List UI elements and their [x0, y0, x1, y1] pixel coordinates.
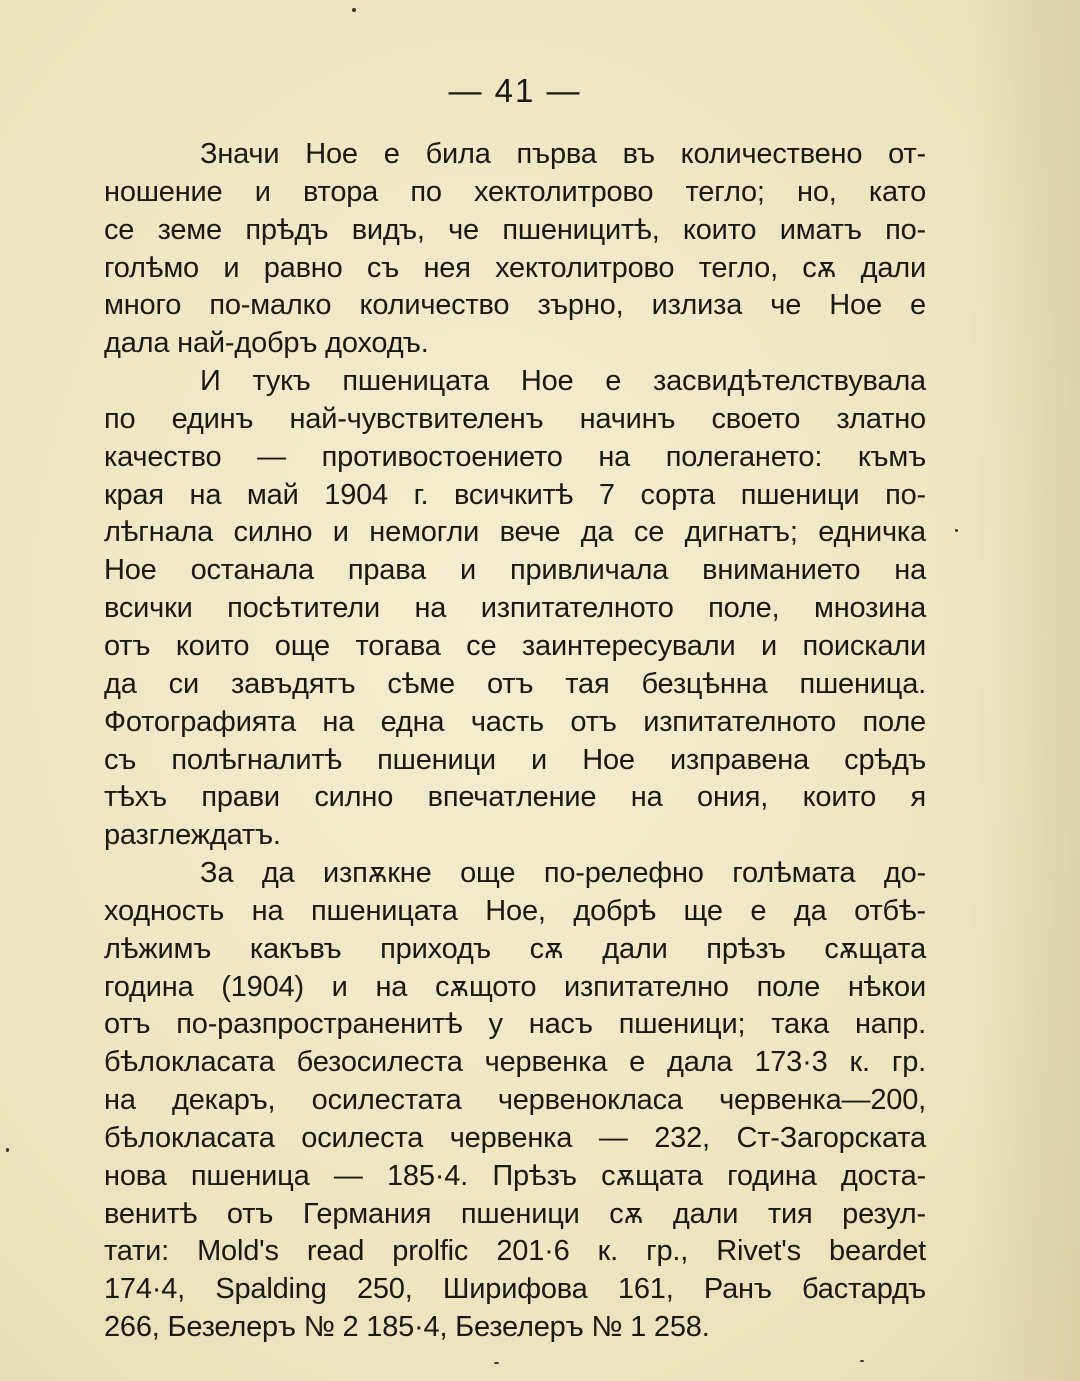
text-line: Фотографията на една часть отъ изпитателното поле: [104, 705, 926, 738]
text-line: качество — противостоението на полегането: къмъ: [104, 440, 926, 473]
text-line: 266, Безелеръ № 2 185·4, Безелеръ № 1 258.: [104, 1311, 710, 1344]
text-line: всички посѣтители на изпитателното поле, мнозина: [104, 592, 926, 625]
scan-speck: [352, 8, 356, 12]
scan-speck: [494, 1362, 499, 1364]
text-line: по единъ най-чувствителенъ начинъ своето златно: [104, 402, 926, 435]
text-line: много по-малко количество зърно, излиза че Ное е: [104, 289, 926, 322]
text-line: ношение и втора по хектолитрово тегло; но, като: [104, 175, 926, 208]
text-line: да си завъдятъ сѣме отъ тая безцѣнна пшеница.: [104, 667, 926, 700]
text-line: нова пшеница — 185·4. Прѣзъ сѫщата година доста-: [104, 1159, 926, 1192]
text-line: разглеждатъ.: [104, 819, 281, 852]
text-line: бѣлокласата осилеста червенка — 232, Ст-Загорската: [104, 1121, 926, 1154]
text-line: лѣгнала силно и немогли вече да се дигнатъ; едничка: [104, 516, 926, 549]
text-line: За да изпѫкне още по-релефно голѣмата до-: [200, 857, 926, 890]
text-line: отъ които още тогава се заинтересували и поискали: [104, 629, 926, 662]
text-line: бѣлокласата безосилеста червенка е дала 173·3 к. гр.: [104, 1046, 926, 1079]
text-line: И тукъ пшеницата Ное е засвидѣтелствувала: [200, 365, 926, 398]
page-number: — 41 —: [448, 72, 582, 109]
text-line: Значи Ное е била първа въ количествено от-: [200, 138, 926, 170]
scan-speck: [860, 1360, 864, 1362]
text-line: голѣмо и равно съ нея хектолитрово тегло, сѫ дали: [104, 251, 926, 284]
page-edge-shadow: [970, 0, 1080, 1381]
text-line: тѣхъ прави силно впечатление на ония, които я: [104, 781, 926, 814]
text-line: отъ по-разпространенитѣ у насъ пшеници; така напр.: [104, 1008, 926, 1041]
text-line: края на май 1904 г. всичкитѣ 7 сорта пшеници по-: [104, 478, 926, 511]
body-text: [104, 136, 926, 1347]
text-line: Ное останала права и привличала вниманието на: [104, 554, 926, 587]
text-line: година (1904) и на сѫщото изпитателно поле нѣкои: [104, 970, 926, 1003]
text-line: съ полѣгналитѣ пшеници и Ное изправена срѣдъ: [104, 743, 926, 776]
text-line: ходность на пшеницата Ное, добрѣ ще е да отбѣ-: [104, 894, 926, 927]
text-line: дала най-добръ доходъ.: [104, 327, 429, 360]
scan-speck: [955, 529, 958, 532]
text-line: венитѣ отъ Германия пшеници сѫ дали тия резул-: [104, 1197, 926, 1230]
scan-speck: [6, 1148, 9, 1152]
text-line: тати: Mold's read prolfic 201·6 к. гр., Rivet's beardet: [104, 1235, 926, 1268]
text-line: 174·4, Spalding 250, Ширифова 161, Ранъ бастардъ: [104, 1273, 926, 1306]
text-line: лѣжимъ какъвъ приходъ сѫ дали прѣзъ сѫщата: [104, 932, 926, 965]
text-line: се земе прѣдъ видъ, че пшеницитѣ, които иматъ по-: [104, 213, 926, 246]
text-line: на декаръ, осилестата червенокласа червенка—200,: [104, 1084, 926, 1117]
